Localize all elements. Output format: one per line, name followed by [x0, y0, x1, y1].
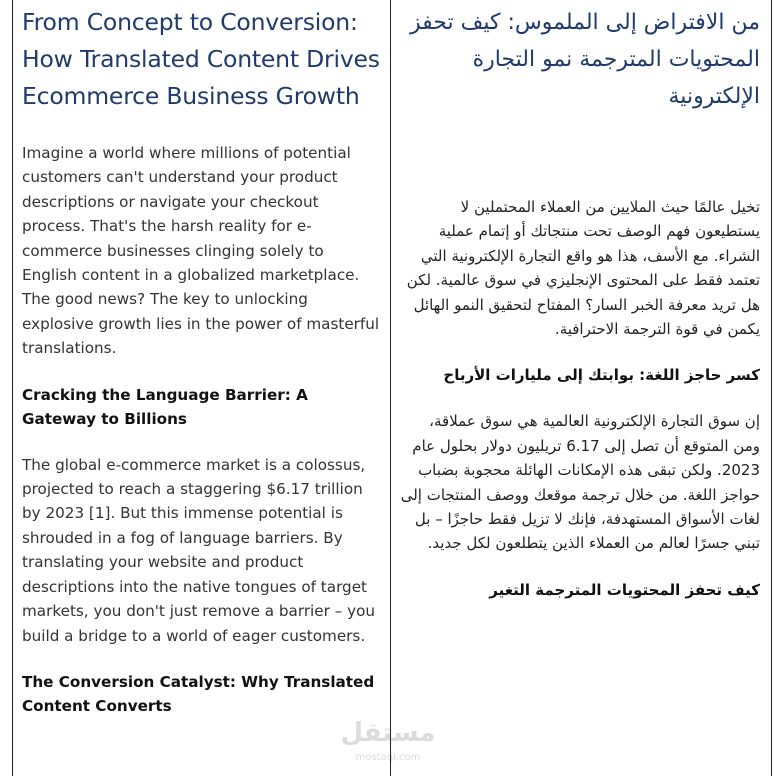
arabic-intro: تخيل عالمًا حيث الملايين من العملاء المحتملين لا يستطيعون فهم الوصف تحت منتجاتك أو إتمام عملية الشراء. مع الأسف، هذا هو واقع التجارة الإلكترونية التي تعتمد فقط على المحتوى الإنجليزي في سوق عالمية. لكن هل تريد معرفة الخبر السار؟ المفتاح لتحقيق النمو الهائل يكمن في قوة الترجمة الاحترافية.	[406, 198, 760, 339]
english-section1-body: The global e-commerce market is a colossus, projected to reach a staggering $6.17 trillion by 2023 [1]. But this immense potential is shrouded in a fog of language barriers. By translating your website and product descriptions into the native tongues of target markets, you don't just remove a barrier – you build a bridge to a world of eager customers.	[22, 455, 376, 645]
arabic-section1-heading: كسر حاجز اللغة: بوابتك إلى مليارات الأرباح	[443, 366, 760, 385]
watermark-domain: mostaql.com	[355, 752, 421, 763]
english-section1-heading: Cracking the Language Barrier: A Gateway to Billions	[22, 385, 308, 428]
english-title: From Concept to Conversion: How Translated Content Drives Ecommerce Business Growth	[22, 8, 380, 110]
arabic-section2-heading: كيف تحفز المحتويات المترجمة التغير	[489, 580, 760, 599]
right-border	[771, 0, 772, 776]
watermark-logo-text: مستقل	[340, 718, 436, 748]
english-intro: Imagine a world where millions of potential customers can't understand your product descriptions or navigate your checkout process. That's the harsh reality for e-commerce businesses clinging solely to English content in a globalized marketplace. The good news? The key to unlocking explosive growth lies in the power of masterful translations.	[22, 144, 380, 358]
column-divider	[390, 0, 391, 776]
english-section2-heading: The Conversion Catalyst: Why Translated Content Converts	[22, 672, 375, 715]
arabic-column	[398, 4, 760, 602]
arabic-section1-body: إن سوق التجارة الإلكترونية العالمية هي سوق عملاقة، ومن المتوقع أن تصل إلى 6.17 تريليون دولار بحلول عام 2023. ولكن تبقى هذه الإمكانات الهائلة محجوبة بضباب حواجز اللغة. من خلال ترجمة موقعك ووصف المنتجات إلى لغات الأسواق المستهدفة، فإنك لا تزيل فقط حاجزًا – بل تبني جسرًا لعالم من العملاء الذين يتطلعون لكل جديد.	[400, 412, 760, 553]
watermark-logo	[338, 716, 438, 772]
arabic-title: من الافتراض إلى الملموس: كيف تحفز المحتويات المترجمة نمو التجارة الإلكترونية	[410, 10, 760, 109]
english-column	[22, 4, 382, 718]
left-border	[12, 0, 13, 776]
